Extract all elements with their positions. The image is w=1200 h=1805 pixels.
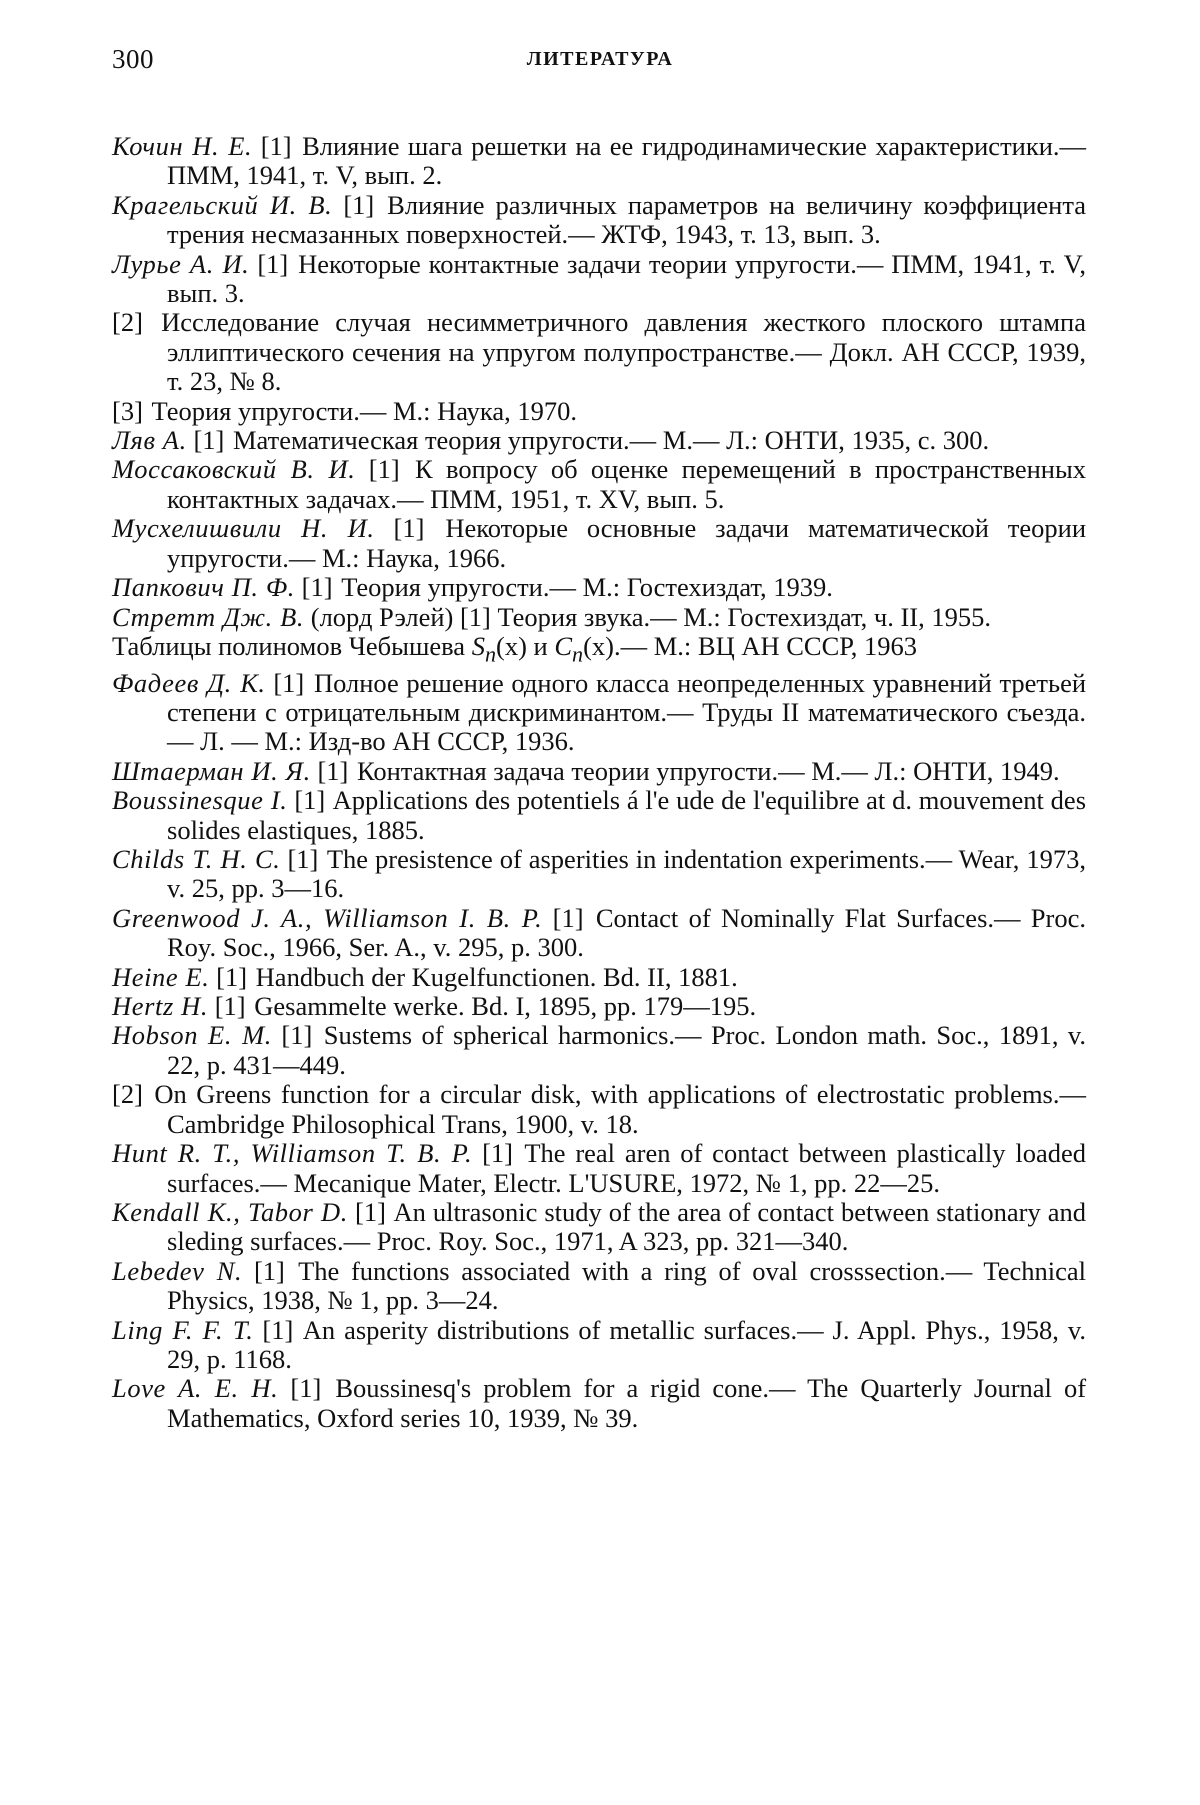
reference-entry [112,132,1086,191]
reference-author: Мусхелишвили Н. И. [112,513,375,544]
reference-entry [112,455,1086,514]
reference-entry [112,1198,1086,1257]
reference-entry [112,1080,1086,1139]
running-title: ЛИТЕРАТУРА [526,48,674,70]
reference-number: [1] [253,1255,285,1286]
reference-number: [1] [287,844,319,875]
reference-author: Крагельский И. В. [112,189,333,220]
reference-number: [1] [216,961,248,992]
reference-number: [1] [273,667,305,698]
reference-number: [1] [301,572,333,603]
reference-author: Кочин Н. Е. [112,131,253,161]
reference-text: К вопросу об оценке перемещений в пространственных контактных задачах.— ПММ, 1951, т. XV, вып. 5. [167,454,1087,514]
reference-number: [1] [294,785,326,816]
reference-number: [1] [262,1314,294,1345]
reference-number: [1] [193,425,225,456]
reference-text: Contact of Nominally Flat Surfaces.— Proc. Roy. Soc., 1966, Ser. A., v. 295, p. 300. [167,902,1087,963]
reference-number: [1] [343,189,375,220]
reference-text: Gesammelte werke. Bd. I, 1895, pp. 179—195. [254,991,757,1022]
reference-author: Lebedev N. [112,1255,243,1286]
page-header [112,44,1088,80]
reference-text: Математическая теория упругости.— М.— Л.: ОНТИ, 1935, с. 300. [232,425,990,456]
reference-author: Hobson E. M. [112,1020,272,1051]
math-argument: (x) [496,630,527,661]
reference-text: The functions associated with a ring of oval crosssection.— Technical Physics, 1938, № 1, pp. 3—24. [167,1255,1087,1316]
reference-text: Handbuch der Kugelfunctionen. Bd. II, 1881. [255,961,738,992]
reference-number: [1] [317,755,349,786]
reference-text: The presistence of asperities in indentation experiments.— Wear, 1973, v. 25, pp. 3—16. [167,844,1086,904]
reference-author: Моссаковский В. И. [112,454,356,485]
reference-entry [112,603,1086,632]
reference-entry [112,250,1086,309]
reference-author: Greenwood J. A., Williamson I. B. P. [112,902,543,933]
reference-text: Теория упругости.— М.: Наука, 1970. [151,395,578,426]
reference-author: Лурье А. И. [112,248,250,279]
reference-text: Boussinesq's problem for a rigid cone.— The Quarterly Journal of Mathematics, Oxford series 10, 1939, № 39. [167,1373,1087,1433]
reference-text: Влияние различных параметров на величину коэффициента трения несмазанных поверхностей.— ЖТФ, 1943, т. 13, вып. 3. [167,189,1087,250]
reference-entry [112,1374,1086,1433]
reference-author: Фадеев Д. К. [112,667,266,698]
reference-text: Исследование случая несимметричного давления жесткого плоского штампа эллиптического сечения на упругом полупространстве.— Докл. АН СССР, 1939, т. 23, № 8. [161,307,1086,397]
reference-number: [3] [112,395,143,426]
reference-number: [1] [552,902,584,933]
reference-number: [1] [257,248,289,279]
reference-number: [1] [368,454,400,485]
reference-entry [112,786,1086,845]
reference-text: Некоторые контактные задачи теории упругости.— ПММ, 1941, т. V, вып. 3. [167,248,1087,309]
reference-text: On Greens function for a circular disk, with applications of electrostatic problems.— Cambridge Philosophical Trans, 1900, v. 18. [154,1079,1086,1139]
reference-number: [1] [355,1196,386,1227]
reference-text: Таблицы полиномов Чебышева [112,630,472,661]
reference-text: .— М.: ВЦ АН СССР, 1963 [613,630,917,661]
reference-text: Некоторые основные задачи математической теории упругости.— М.: Наука, 1966. [167,513,1086,573]
reference-entry [112,426,1086,455]
reference-text: и [526,630,555,661]
reference-entry [112,514,1086,573]
math-subscript: n [572,641,584,667]
math-argument: (x) [583,630,614,661]
reference-number: [1] [290,1373,322,1404]
reference-entry [112,1257,1086,1316]
reference-author: Kendall K., Tabor D. [112,1196,348,1227]
math-symbol-c: C [554,630,573,661]
reference-number: [1] [393,513,425,544]
math-symbol-s: S [471,630,485,661]
reference-author: Ляв А. [112,425,187,456]
reference-number: [2] [112,1079,143,1110]
reference-author: Heine E. [112,961,210,992]
reference-entry [112,669,1086,757]
page-number: 300 [112,44,154,74]
reference-entry [112,397,1086,426]
reference-text: Теория упругости.— М.: Гостехиздат, 1939. [341,572,833,603]
reference-author: Hertz H. [112,991,209,1022]
reference-author: Стретт Дж. В. [112,601,305,632]
reference-entry [112,992,1086,1021]
reference-entry [112,573,1086,602]
reference-entry [112,308,1086,396]
reference-entry [112,1021,1086,1080]
reference-author: Boussinesque I. [112,785,288,816]
math-subscript: n [484,641,496,667]
reference-entry [112,1316,1086,1375]
reference-author: Love A. E. H. [112,1373,279,1404]
reference-number: [1] [260,131,292,161]
reference-entry [112,963,1086,992]
reference-entry [112,1139,1086,1198]
reference-entry [112,904,1086,963]
reference-author: Штаерман И. Я. [112,755,311,786]
reference-text: An ultrasonic study of the area of contact between stationary and sleding surfaces.— Proc. Roy. Soc., 1971, A 323, pp. 321—340. [167,1196,1086,1257]
reference-text: Sustems of spherical harmonics.— Proc. London math. Soc., 1891, v. 22, p. 431—449. [167,1020,1087,1080]
reference-entry [112,632,1086,669]
reference-author: Ling F. F. T. [112,1314,254,1345]
reference-author: Папкович П. Ф. [112,572,296,603]
reference-entry [112,757,1086,786]
reference-entry [112,845,1086,904]
reference-text: The real aren of contact between plastically loaded surfaces.— Mecanique Mater, Electr. L'USURE, 1972, № 1, pp. 22—25. [167,1138,1086,1198]
reference-text: Влияние шага решетки на ее гидродинамические характеристики.— ПММ, 1941, т. V, вып. 2. [167,131,1087,191]
reference-number: [1] [281,1020,313,1051]
reference-author: Hunt R. T., Williamson T. B. P. [112,1138,473,1169]
reference-number: [2] [112,307,143,338]
reference-text: Полное решение одного класса неопределенных уравнений третьей степени с отрицательным дискриминантом.— Труды II математического съезда.— Л. — М.: Изд-во АН СССР, 1936. [167,667,1087,757]
reference-text: Контактная задача теории упругости.— М.— Л.: ОНТИ, 1949. [356,755,1060,786]
reference-list [112,132,1086,1433]
reference-entry [112,191,1086,250]
reference-author: Childs T. H. C. [112,844,281,875]
reference-text: (лорд Рэлей) [1] Теория звука.— М.: Гостехиздат, ч. II, 1955. [310,601,991,632]
reference-text: Applications des potentiels á l'e ude de l'equilibre at d. mouvement des solides elastiques, 1885. [167,785,1087,845]
reference-text: An asperity distributions of metallic surfaces.— J. Appl. Phys., 1958, v. 29, p. 1168. [167,1314,1087,1374]
reference-number: [1] [214,991,246,1022]
reference-number: [1] [482,1138,513,1169]
